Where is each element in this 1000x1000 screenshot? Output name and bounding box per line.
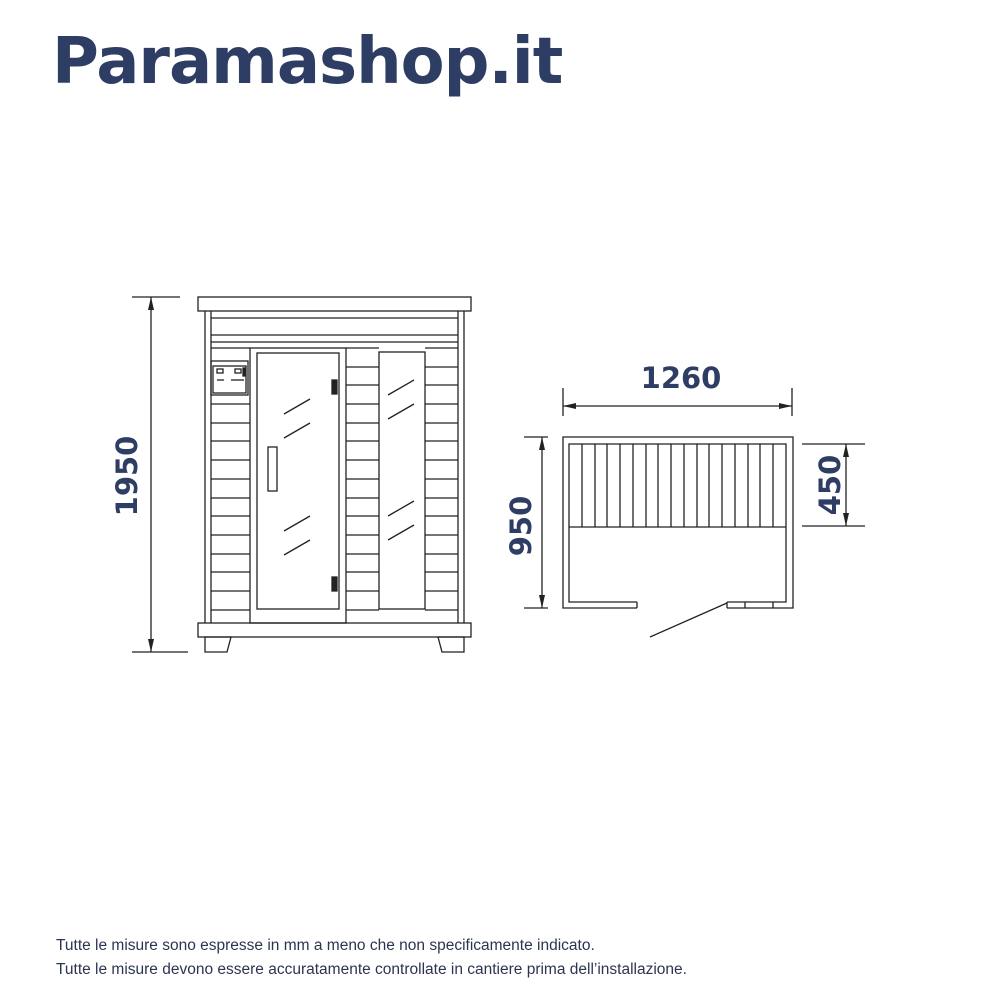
sauna-roof	[198, 297, 471, 311]
door-glass	[257, 353, 339, 609]
plan-depth-label: 950	[504, 495, 538, 557]
door-handle	[268, 447, 277, 491]
sauna-base	[198, 623, 471, 637]
foot-left	[205, 637, 231, 652]
plan-view	[504, 361, 865, 637]
footnote	[56, 934, 687, 982]
side-glass-panel	[379, 352, 425, 609]
plan-wall-inner	[569, 444, 786, 602]
door-hinge-bottom	[332, 577, 337, 591]
bench-slats	[582, 444, 773, 527]
brand-logo: Paramashop.it	[52, 25, 563, 99]
door-hinge-top	[332, 380, 337, 394]
glass-reflections	[284, 380, 414, 555]
plan-width-label: 1260	[640, 361, 722, 395]
plan-wall-outline	[563, 437, 793, 608]
door-swing-line	[650, 603, 727, 637]
front-height-label: 1950	[110, 435, 144, 517]
bench-depth-label: 450	[813, 454, 847, 516]
control-panel-icon	[211, 361, 248, 395]
front-view	[110, 297, 471, 652]
footnote-line-1: Tutte le misure sono espresse in mm a meno che non specificamente indicato.	[56, 937, 595, 954]
footnote-line-2: Tutte le misure devono essere accuratamente controllate in cantiere prima dell’installazione.	[56, 961, 687, 978]
foot-right	[438, 637, 464, 652]
